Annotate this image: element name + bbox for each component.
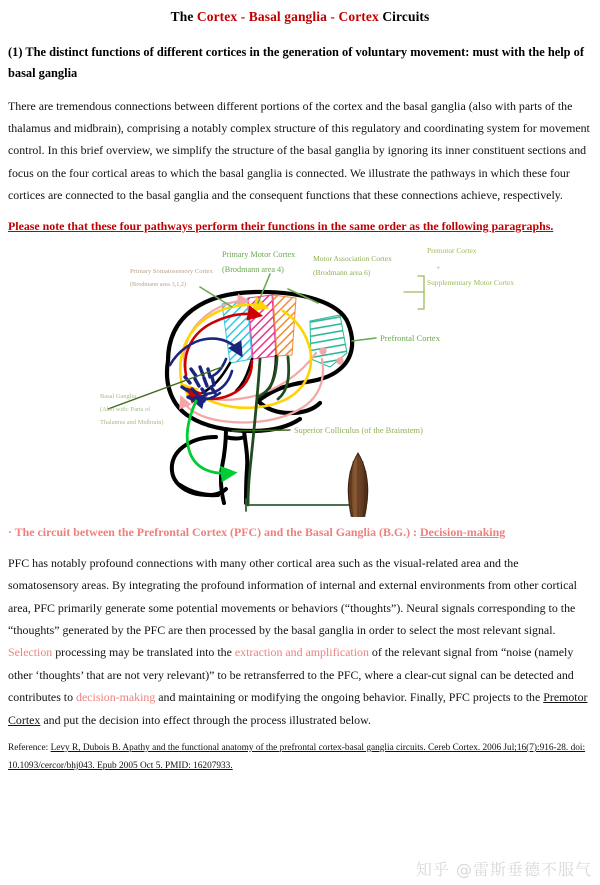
label-primary-somatosensory-cortex-sub: (Brodmann area 3,1,2): [130, 280, 187, 288]
zhihu-watermark: 知乎 @雷斯垂德不服气: [415, 860, 592, 879]
pfc-body-5: and put the decision into effect through the process illustrated below.: [40, 712, 371, 727]
label-basal-ganglia-sub1: (Also with: Parts of: [100, 405, 151, 413]
link-premotor-cortex[interactable]: Premotor Cortex: [8, 690, 588, 727]
label-premotor-cortex: Premotor Cortex: [427, 245, 477, 255]
label-primary-motor-cortex: Primary Motor Cortex: [222, 249, 296, 259]
label-primary-motor-cortex-sub: (Brodmann area 4): [222, 264, 284, 274]
pfc-section-heading: [8, 523, 592, 542]
cortical-region-motor-association: [273, 295, 296, 356]
label-basal-ganglia-sub2: Thalamus and Midbrain): [100, 418, 164, 426]
label-motor-association-cortex: Motor Association Cortex: [313, 253, 392, 263]
emph-decision-making: decision-making: [76, 690, 156, 705]
pfc-body-4: and maintaining or modifying the ongoing behavior. Finally, PFC projects to the: [155, 690, 544, 705]
pfc-body-2: processing may be translated into the: [52, 645, 235, 660]
pfc-body-3: of the relevant signal from “noise (namely other ‘thoughts’ that are not very relevant)” to be retransferred to the PFC, where a clear-cut signal can be detected and contributes to: [8, 645, 574, 705]
pfc-body-paragraph: [8, 552, 592, 731]
emph-selection: Selection: [8, 645, 53, 660]
motor-nerve-to-muscle: [246, 499, 355, 511]
label-motor-association-cortex-sub: (Brodmann area 6): [313, 267, 371, 277]
title-tail: Circuits: [378, 9, 430, 24]
pfc-body-1: PFC has notably profound connections with many other cortical area such as the visual-related area and the somatosensory areas. By integrating the profound information of internal and external environments from other cortical area, PFC primarily generate some potential movements or behaviors (“thoughts”). Neural signals corresponding to the “thoughts” generated by the PFC are then processed by the basal ganglia in order to select the most relevant signal.: [8, 555, 577, 638]
leader-prefrontal: [352, 338, 376, 341]
intro-paragraph: There are tremendous connections between different portions of the cortex and the basal ganglia (also with parts of the thalamus and midbrain), comprising a notably complex structure of this regulatory and coordinating system for movement control. In this brief overview, we simplify the structure of the basal ganglia by ignoring its inner constituent sections and focus on the four cortical areas to which the basal ganglia is connected. We illustrate the pathways in which these four cortices are connected to the basal ganglia and the consequent functions that these connections achieve, respectively.: [8, 98, 590, 203]
leader-superior-colliculus: [232, 430, 290, 431]
pfc-heading-underlined: Decision-making: [419, 524, 506, 539]
title-highlight: Cortex - Basal ganglia - Cortex: [196, 9, 379, 24]
brain-circuit-figure: [0, 241, 600, 517]
reference-label: Reference:: [8, 742, 51, 753]
label-primary-somatosensory-cortex: Primary Somatosensory Cortex: [130, 267, 213, 275]
reference-block: [8, 740, 592, 776]
pfc-heading-prefix: · The circuit between the Prefrontal Cortex (PFC) and the Basal Ganglia (B.G.) :: [8, 524, 420, 539]
label-plus-sign: +: [436, 262, 441, 272]
important-note: Please note that these four pathways perform their functions in the same order as the following paragraphs.: [8, 218, 554, 233]
reference-citation[interactable]: Levy R, Dubois B. Apathy and the functional anatomy of the prefrontal cortex-basal ganglia circuits. Cereb Cortex. 2006 Jul;16(7):916-28. doi: 10.1093/cercor/bhj043. Epub 2005 Oct 5. PMID: 16207933.: [8, 742, 586, 771]
muscle-spindle: [348, 453, 368, 517]
label-basal-ganglia: Basal Ganglia: [100, 392, 137, 400]
document-page: [0, 9, 600, 885]
label-supplementary-motor-cortex: Supplementary Motor Cortex: [427, 277, 515, 287]
title-lead: The: [170, 9, 197, 24]
page-title: [0, 9, 600, 25]
label-superior-colliculus: Superior Colliculus (of the Brainstem): [294, 425, 423, 435]
section-heading: (1) The distinct functions of different cortices in the generation of voluntary movement: must with the help of basal ganglia: [8, 45, 584, 81]
label-prefrontal-cortex: Prefrontal Cortex: [380, 332, 440, 343]
emph-extraction-amplification: extraction and amplification: [234, 645, 369, 660]
